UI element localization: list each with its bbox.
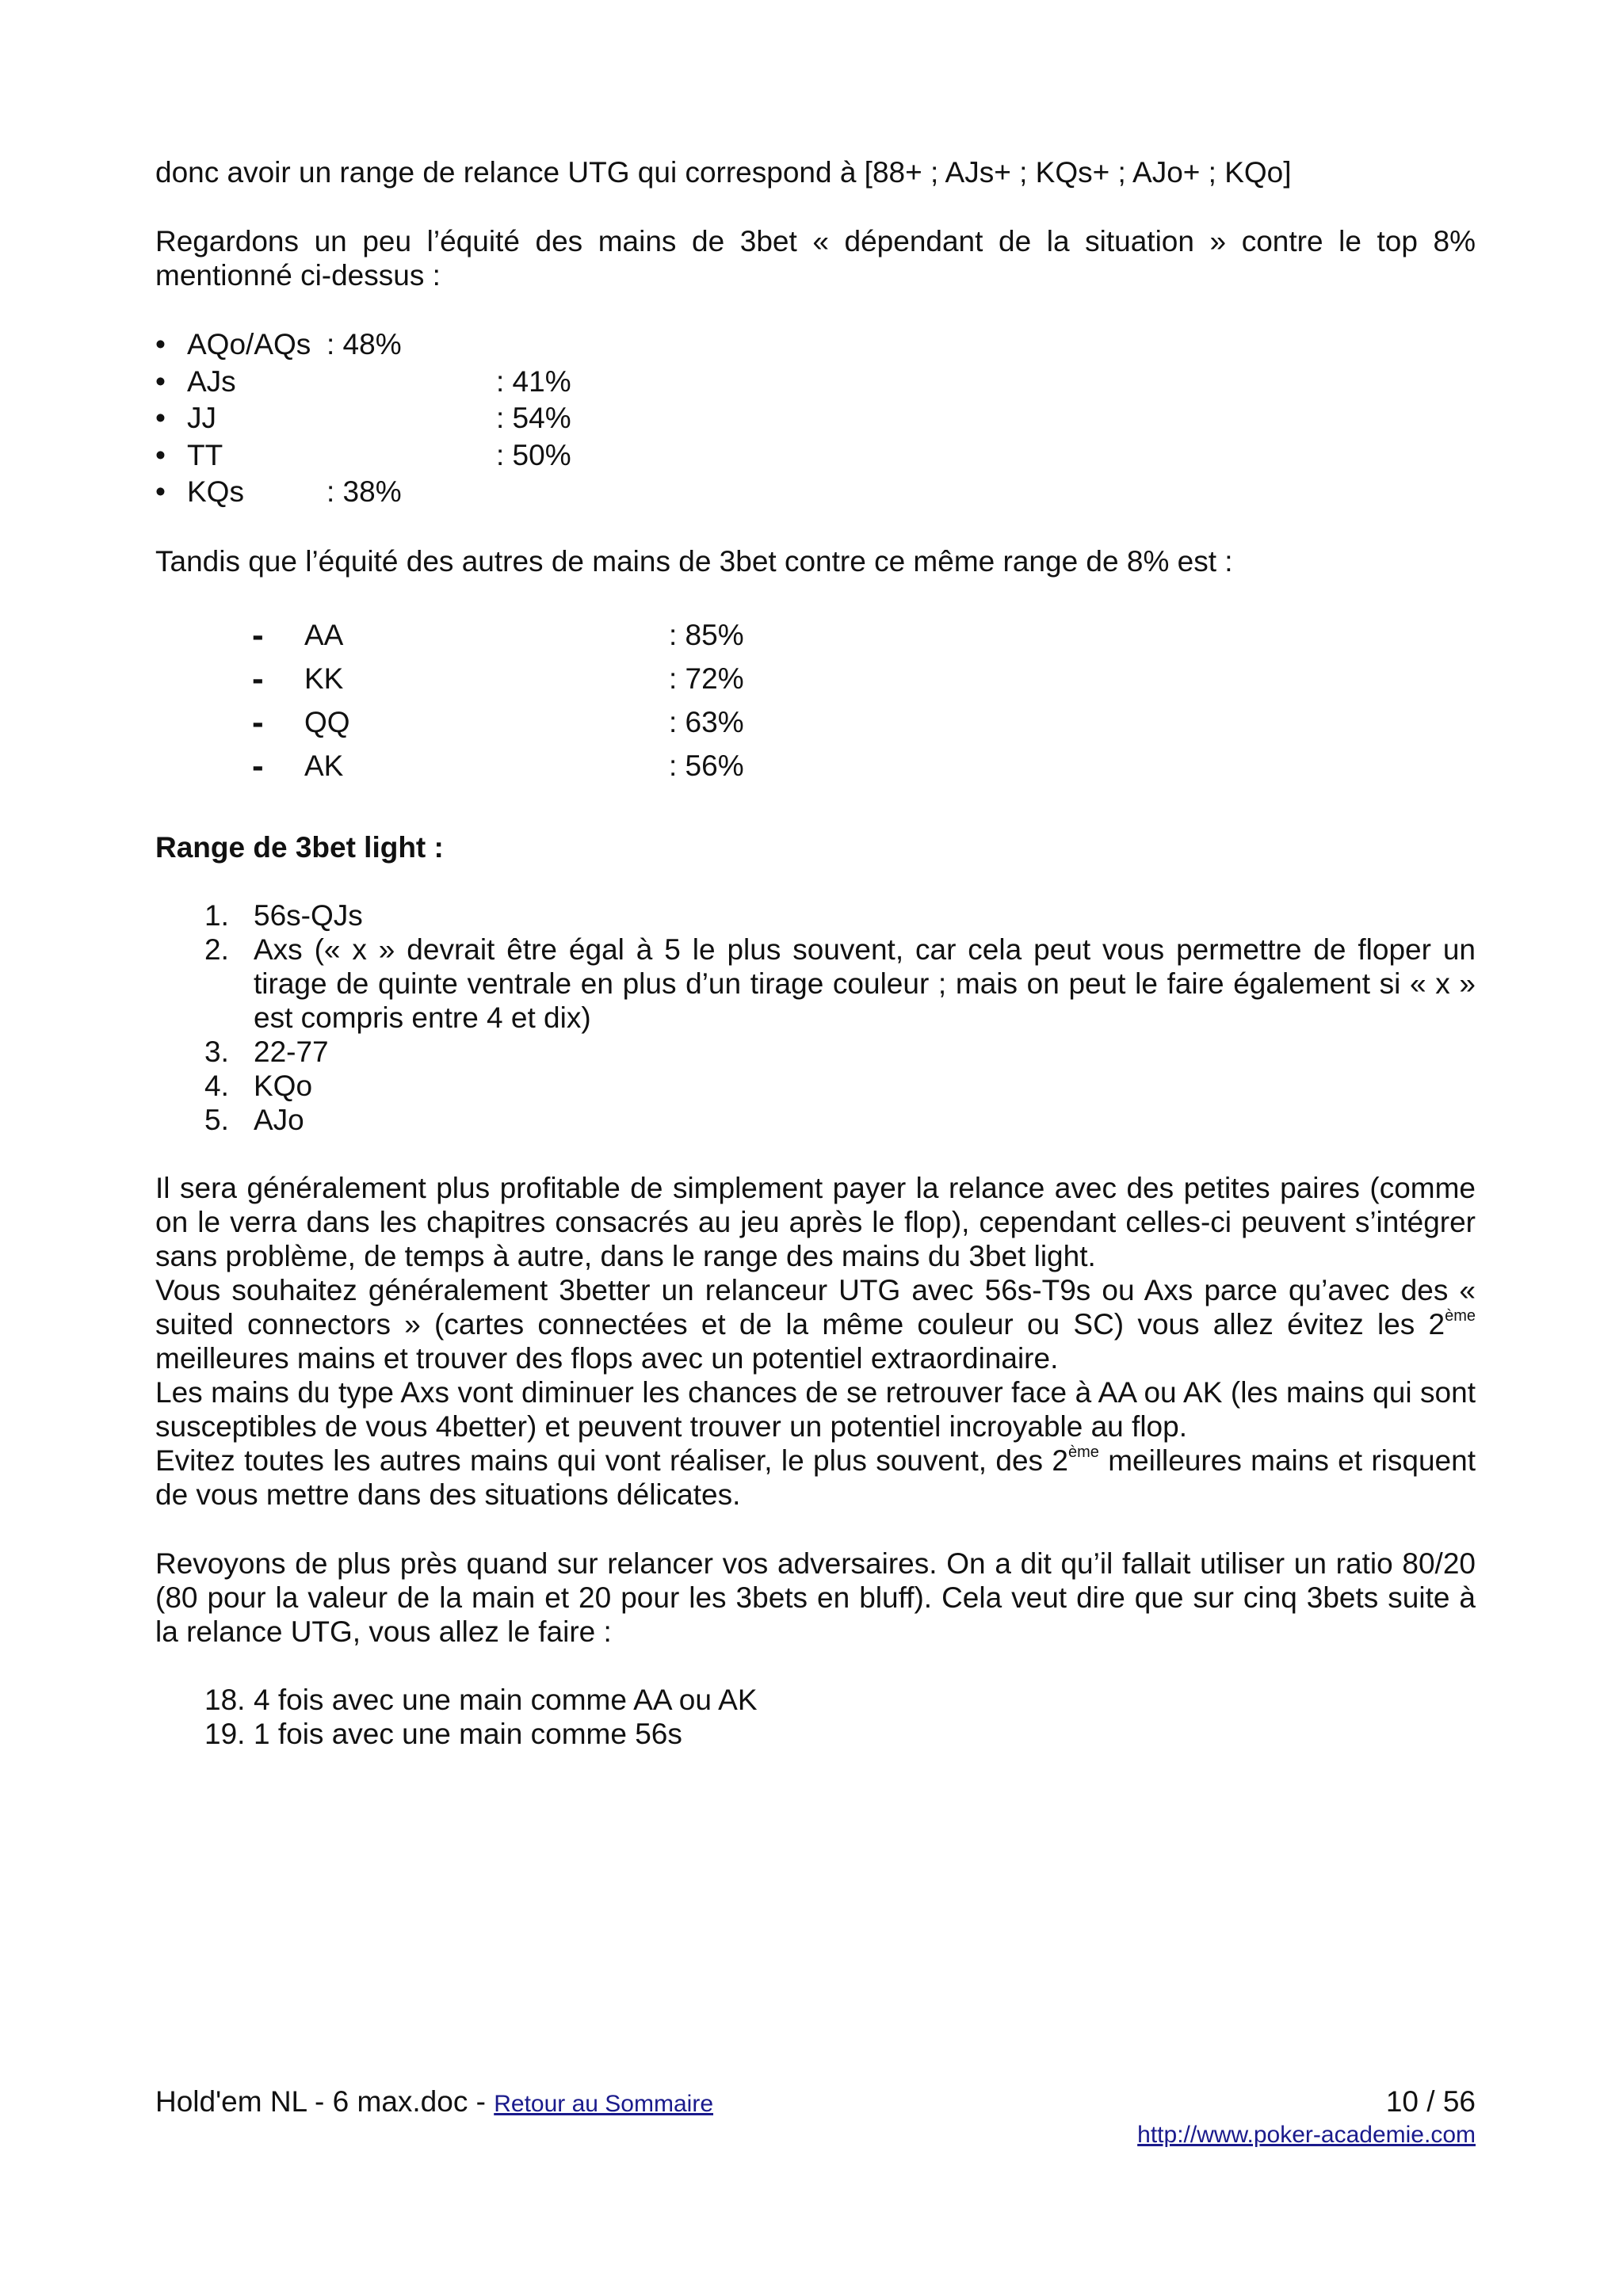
list-item: 18. 4 fois avec une main comme AA ou AK bbox=[204, 1684, 758, 1716]
equity-intro: Regardons un peu l’équité des mains de 3bet « dépendant de la situation » contre le top 8% mentionné ci-dessus : bbox=[155, 225, 1476, 292]
document-page: donc avoir un range de relance UTG qui correspond à [88+ ; AJs+ ; KQs+ ; AJo+ ; KQo] Regardons un peu l’équité des mains de 3bet « dépendant de la situation » contre le top 8% mentionné ci-dessus : • AQo/AQs : 48% • AJs : 41% • JJ : 54% • TT : 50% • KQs : 38% Tandis que l’équité des autres de mains de 3bet contre ce même range de 8% est : - AA : 85% - KK : 72% - QQ : 63% - AK : 56% Range de 3bet light : 1. 56s-QJs 2. Axs (« x » devrait être égal à 5 le plus souvent, car cela peut vous permettre de floper un tirage de quinte ventrale en plus d’un tirage couleur ; mais on peut le faire également si « x » est compris entre 4 et dix) 3. 22-77 4. KQo 5. AJo Il sera généralement plus profitable de simplement payer la relance avec des petites paires (comme on le verra dans les chapitres consacrés au jeu après le flop), cependant celles-ci peuvent s’intégrer sans problème, de temps à autre, dans le range des mains du 3bet light. Vous souhaitez généralement 3better un relanceur UTG avec 56s-T9s ou Axs parce qu’avec des « suited connectors » (cartes connectées et de la même couleur ou SC) vous allez évitez les 2ème meilleures mains et trouver des flops avec un potentiel extraordinaire. Les mains du type Axs vont diminuer les chances de se retrouver face à AA ou AK (les mains qui sont susceptibles de vous 4better) et peuvent trouver un potentiel incroyable au flop. Evitez toutes les autres mains qui vont réaliser, le plus souvent, des 2ème meilleures mains et risquent de vous mettre dans des situations délicates. Revoyons de plus près quand sur relancer vos adversaires. On a dit qu’il fallait utiliser un ratio 80/20 (80 pour la valeur de la main et 20 pour les 3bets en bluff). Cela veut dire que sur cinq 3bets suite à la relance UTG, vous allez le faire : 18. 4 fois avec une main comme AA ou AK 19. 1 fois avec une main comme 56s Hold'em NL - 6 max.doc - Retour au Sommaire 10 / 56 http://www.poker-academie.com bbox=[155, 156, 1476, 2148]
bullet-icon: • bbox=[155, 364, 166, 398]
other-intro: Tandis que l’équité des autres de mains de 3bet contre ce même range de 8% est : bbox=[155, 545, 1233, 578]
website-link[interactable]: http://www.poker-academie.com bbox=[1137, 2122, 1476, 2148]
dash-icon: - bbox=[252, 659, 264, 698]
page-number: 10 / 56 bbox=[1385, 2085, 1476, 2118]
paragraph-ratio: Revoyons de plus près quand sur relancer vos adversaires. On a dit qu’il fallait utiliser un ratio 80/20 (80 pour la valeur de la main et 20 pour les 3bets en bluff). Cela veut dire que sur cinq 3bets suite à la relance UTG, vous allez le faire : bbox=[155, 1547, 1476, 1648]
dash-icon: - bbox=[252, 746, 264, 785]
intro-line: donc avoir un range de relance UTG qui correspond à [88+ ; AJs+ ; KQs+ ; AJo+ ; KQo] bbox=[155, 156, 1292, 189]
dash-icon: - bbox=[252, 616, 264, 654]
list-item: 1. 56s-QJs bbox=[204, 899, 363, 932]
paragraph-axs: Les mains du type Axs vont diminuer les chances de se retrouver face à AA ou AK (les mains qui sont susceptibles de vous 4better) et peuvent trouver un potentiel incroyable au flop. bbox=[155, 1376, 1476, 1443]
paragraph-pairs: Il sera généralement plus profitable de simplement payer la relance avec des petites paires (comme on le verra dans les chapitres consacrés au jeu après le flop), cependant celles-ci peuvent s’intégrer sans problème, de temps à autre, dans le range des mains du 3bet light. bbox=[155, 1172, 1476, 1272]
paragraph-suited-connectors: Vous souhaitez généralement 3better un relanceur UTG avec 56s-T9s ou Axs parce qu’avec des « suited connectors » (cartes connectées et de la même couleur ou SC) vous allez évitez les 2ème meilleures mains et trouver des flops avec un potentiel extraordinaire. bbox=[155, 1274, 1476, 1375]
bullet-icon: • bbox=[155, 438, 166, 471]
body-block bbox=[155, 1171, 1476, 1512]
list-item: 19. 1 fois avec une main comme 56s bbox=[204, 1718, 682, 1750]
list-item: 3. 22-77 bbox=[204, 1035, 329, 1068]
ratio-list bbox=[204, 1683, 1476, 1751]
section-heading: Range de 3bet light : bbox=[155, 831, 444, 864]
bullet-icon: • bbox=[155, 328, 166, 360]
dash-icon: - bbox=[252, 703, 264, 742]
list-item: 5. AJo bbox=[204, 1104, 304, 1136]
light-range-list bbox=[204, 898, 1476, 1137]
paragraph-avoid: Evitez toutes les autres mains qui vont réaliser, le plus souvent, des 2ème meilleures mains et risquent de vous mettre dans des situations délicates. bbox=[155, 1443, 1476, 1511]
bullet-icon: • bbox=[155, 402, 166, 434]
back-to-contents-link[interactable]: Retour au Sommaire bbox=[494, 2091, 714, 2117]
bullet-icon: • bbox=[155, 475, 166, 508]
list-item: 4. KQo bbox=[204, 1070, 313, 1102]
document-name: Hold'em NL - 6 max.doc - bbox=[155, 2085, 495, 2118]
list-item: 2. Axs (« x » devrait être égal à 5 le plus souvent, car cela peut vous permettre de floper un tirage de quinte ventrale en plus d’un tirage couleur ; mais on peut le faire également si « x » est compris entre 4 et dix) bbox=[204, 933, 1476, 1034]
